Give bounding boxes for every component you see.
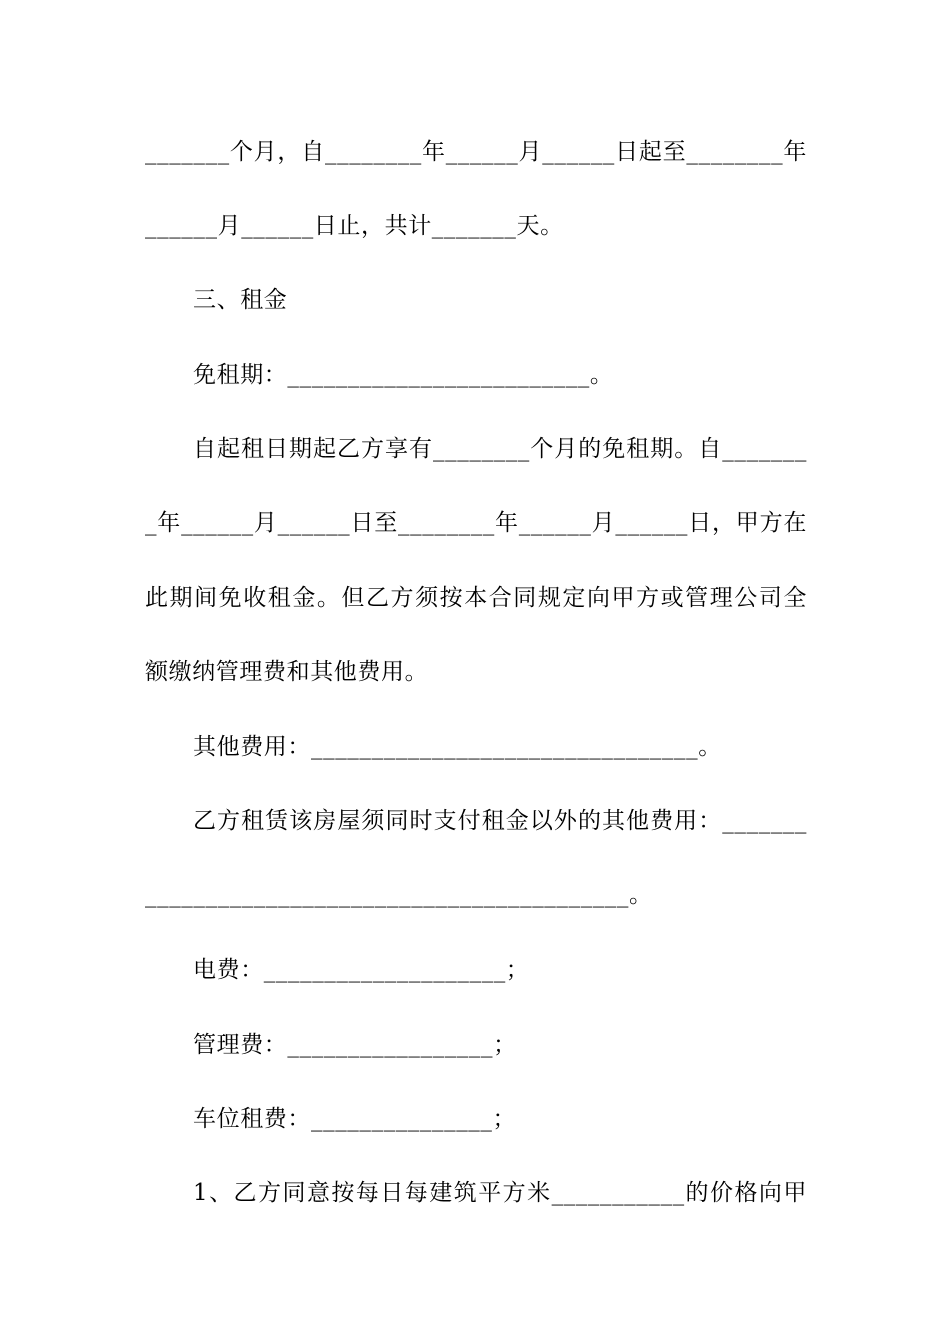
- other-fees-field: 其他费用：________________________________。: [193, 734, 722, 760]
- electricity-fee-field: 电费：____________________；: [193, 957, 530, 983]
- rent-free-period-field: 免租期：_________________________。: [193, 362, 614, 388]
- management-fee-field: 管理费：_________________；: [193, 1032, 517, 1058]
- clause-1-line: 1、乙方同意按每日每建筑平方米___________的价格向甲: [193, 1180, 807, 1206]
- paragraph-line-6: _年______月______日至________年______月______日，甲方在: [145, 510, 807, 536]
- paragraph-line-1: _______个月，自________年______月______日起至________年: [145, 139, 807, 165]
- paragraph-line-11: ________________________________________。: [145, 882, 653, 908]
- paragraph-line-5: 自起租日期起乙方享有________个月的免租期。自_______: [193, 436, 807, 462]
- section-heading-rent: 三、租金: [193, 287, 288, 313]
- paragraph-line-10: 乙方租赁该房屋须同时支付租金以外的其他费用：_______: [193, 808, 807, 834]
- paragraph-line-8: 额缴纳管理费和其他费用。: [145, 659, 429, 685]
- parking-fee-field: 车位租费：_______________；: [193, 1106, 517, 1132]
- paragraph-line-2: ______月______日止，共计_______天。: [145, 213, 564, 239]
- paragraph-line-7: 此期间免收租金。但乙方须按本合同规定向甲方或管理公司全: [145, 585, 807, 611]
